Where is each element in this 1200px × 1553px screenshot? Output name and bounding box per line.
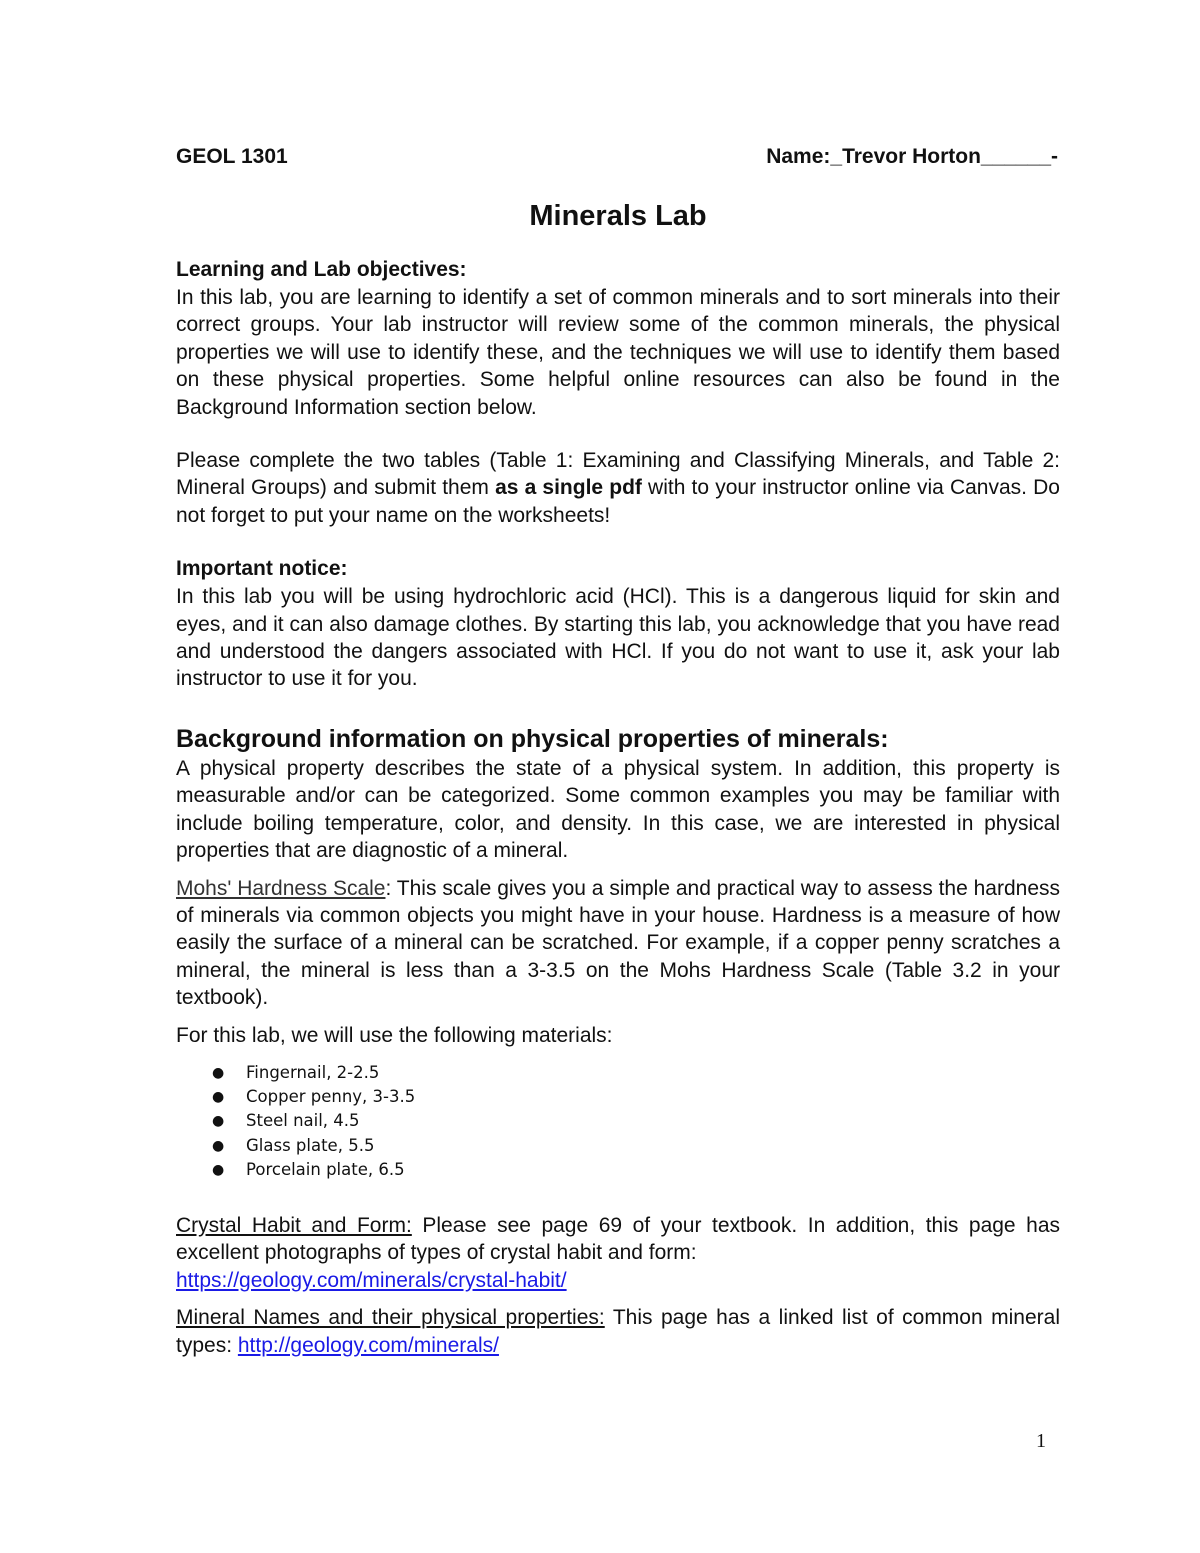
notice-heading: Important notice: — [176, 557, 348, 581]
list-item: ● Copper penny, 3-3.5 — [246, 1085, 1060, 1109]
objectives-section — [176, 256, 1060, 421]
instructions-text — [176, 447, 1060, 529]
objectives-text: In this lab, you are learning to identify a set of common minerals and to sort minerals into their correct groups. Your lab instructor will review some of the common minerals, the physical properties we will use to identify these, and the techniques we will use to identify them based on these physical properties. Some helpful online resources can also be found in the Background Information section below. — [176, 286, 1060, 419]
document-page — [176, 140, 1060, 1359]
bullet-icon: ● — [212, 1161, 225, 1178]
mohs-label: Mohs' Hardness Scale — [176, 876, 386, 900]
objectives-heading: Learning and Lab objectives: — [176, 258, 467, 281]
crystal-habit-link[interactable]: https://geology.com/minerals/crystal-habit/ — [176, 1268, 567, 1292]
instructions-bold: as a single pdf — [495, 476, 642, 500]
background-text: A physical property describes the state of a physical system. In addition, this property is measurable and/or can be categorized. Some common examples you may be familiar with include boiling temperature, color, and density. In this case, we are interested in physical properties that are diagnostic of a mineral. — [176, 756, 1060, 863]
instructions-before: Please complete the two tables (Table 1: Examining and Classifying Minerals, and Table 2: Mineral Groups) and submit them — [176, 449, 1060, 500]
mohs-colon: : — [385, 876, 392, 900]
mohs-text: This scale gives you a simple and practical way to assess the hardness of minerals via common objects you might have in your house. Hardness is a measure of how easily the surface of a mineral can be scratched. For example, if a copper penny scratches a mineral, the mineral is less than a 3-3.5 on the Mohs Hardness Scale (Table 3.2 in your textbook). — [176, 876, 1061, 1010]
mineral-names-label: Mineral Names and their physical properties: — [176, 1306, 605, 1330]
list-item: ● Fingernail, 2-2.5 — [246, 1061, 1060, 1085]
crystal-text: Please see page 69 of your textbook. In addition, this page has excellent photographs of types of crystal habit and form: — [176, 1213, 1060, 1265]
page-title: Minerals Lab — [529, 200, 707, 232]
background-heading: Background information on physical properties of minerals: — [176, 724, 889, 753]
student-name: Name:_Trevor Horton______- — [766, 145, 1058, 168]
list-item: ● Glass plate, 5.5 — [246, 1134, 1060, 1158]
mohs-paragraph — [176, 875, 1060, 1012]
mineral-names-text: This page has a linked list of common mineral types: — [176, 1306, 1060, 1357]
list-item: ● Porcelain plate, 6.5 — [246, 1158, 1060, 1182]
crystal-label: Crystal Habit and Form: — [176, 1213, 412, 1237]
instructions-section — [176, 447, 1060, 529]
notice-text: In this lab you will be using hydrochloric acid (HCl). This is a dangerous liquid for skin and eyes, and it can also damage clothes. By starting this lab, you acknowledge that you have read and understood the dangers associated with HCl. If you do not want to use it, ask your lab instructor to use it for you. — [176, 585, 1060, 691]
minerals-link[interactable]: http://geology.com/minerals/ — [237, 1333, 499, 1357]
course-code: GEOL 1301 — [176, 145, 288, 168]
bullet-icon: ● — [212, 1089, 225, 1106]
bullet-icon: ● — [212, 1113, 225, 1130]
list-item: ● Steel nail, 4.5 — [246, 1109, 1060, 1133]
materials-intro: For this lab, we will use the following materials: — [176, 1023, 613, 1047]
materials-list — [176, 1061, 1060, 1182]
bullet-icon: ● — [212, 1064, 225, 1081]
crystal-paragraph — [176, 1212, 1060, 1294]
mineral-names-paragraph — [176, 1304, 1060, 1359]
header-row — [176, 140, 1060, 174]
notice-section — [176, 555, 1060, 693]
instructions-after: with to your instructor online via Canvas. Do not forget to put your name on the worksheets! — [176, 476, 1060, 527]
page-number: 1 — [1036, 1430, 1046, 1452]
bullet-icon: ● — [212, 1137, 225, 1154]
